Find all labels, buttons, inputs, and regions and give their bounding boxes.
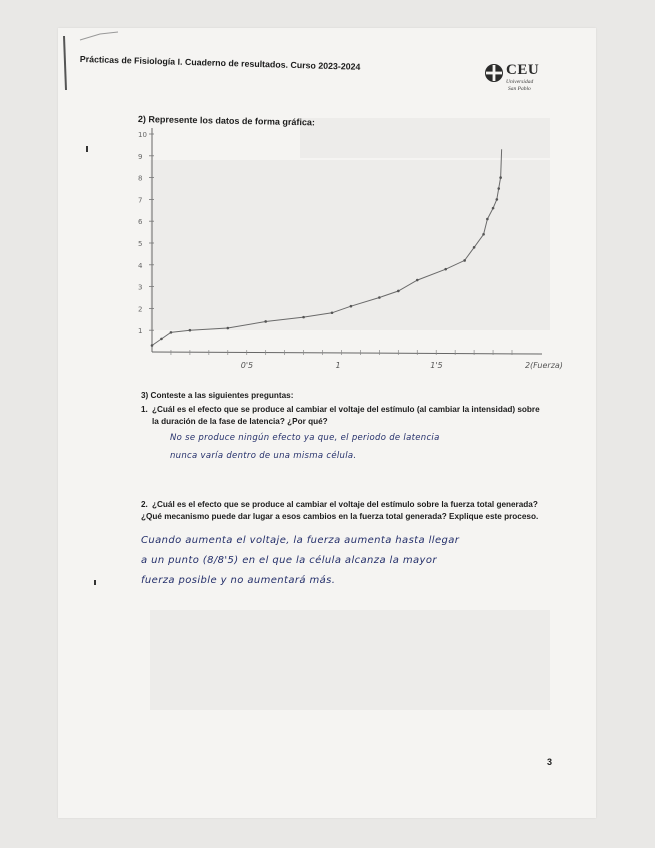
data-point	[160, 338, 163, 341]
page-header-title: Prácticas de Fisiología I. Cuaderno de resultados. Curso 2023-2024	[79, 54, 361, 72]
y-tick-label: 2	[138, 305, 143, 314]
page-number: 3	[547, 757, 553, 767]
y-tick-label: 9	[138, 152, 143, 161]
x-tick-label: 1'5	[430, 361, 443, 370]
question-2-line-2: ¿Qué mecanismo puede dar lugar a esos cambios en la fuerza total generada? Explique este proceso.	[141, 512, 539, 521]
y-tick-label: 1	[138, 327, 143, 336]
question-1-number: 1.	[141, 405, 148, 414]
data-point	[496, 198, 499, 201]
data-point	[331, 311, 334, 314]
data-point	[264, 320, 267, 323]
question-1-line-1: ¿Cuál es el efecto que se produce al cambiar el voltaje del estímulo (al cambiar la intensidad) sobre	[152, 405, 540, 414]
data-point	[170, 331, 173, 334]
x-axis	[152, 352, 542, 354]
data-point	[416, 279, 419, 282]
y-tick-label: 10	[138, 131, 147, 139]
y-tick-label: 7	[138, 196, 143, 205]
data-point	[378, 296, 381, 299]
answer-2-line-1: Cuando aumenta el voltaje, la fuerza aumenta hasta llegar	[141, 535, 460, 546]
data-point	[482, 233, 485, 236]
y-tick-label: 5	[138, 240, 143, 248]
data-point	[226, 327, 229, 330]
logo-text: CEU	[506, 62, 540, 78]
data-point	[463, 259, 466, 262]
section-2-heading: 2) Represente los datos de forma gráfica:	[137, 114, 316, 128]
x-tick-label: 2(Fuerza)	[524, 361, 563, 370]
section-3-heading: 3) Conteste a las siguientes preguntas:	[141, 391, 294, 400]
data-point	[151, 344, 154, 347]
series-line-tail	[501, 149, 502, 177]
answer-1-line-1: No se produce ningún efecto ya que, el periodo de latencia	[170, 433, 440, 443]
y-tick-label: 8	[138, 174, 143, 183]
ceu-cross-logo-icon	[484, 63, 504, 83]
margin-mark	[94, 580, 96, 585]
logo-subtitle-2: San Pablo	[508, 86, 531, 92]
x-tick-label: 1	[335, 361, 341, 370]
margin-mark	[86, 146, 88, 152]
question-1-line-2: la duración de la fase de latencia? ¿Por qué?	[152, 417, 328, 426]
data-point	[397, 290, 400, 293]
hand-drawn-chart	[120, 120, 590, 380]
y-tick-label: 4	[138, 261, 143, 270]
y-tick-label: 3	[138, 283, 143, 292]
answer-2-line-2: a un punto (8/8'5) en el que la célula alcanza la mayor	[141, 555, 437, 566]
data-point	[473, 246, 476, 249]
x-tick-label: 0'5	[240, 361, 254, 370]
y-tick-label: 6	[138, 218, 143, 227]
data-point	[350, 305, 353, 308]
data-point	[444, 268, 447, 271]
data-point	[492, 207, 495, 210]
logo-subtitle-1: Universidad	[506, 79, 534, 85]
answer-2-line-3: fuerza posible y no aumentará más.	[141, 575, 336, 586]
data-point	[302, 316, 305, 319]
data-point	[486, 218, 489, 221]
data-point	[189, 329, 192, 332]
answer-1-line-2: nunca varía dentro de una misma célula.	[170, 451, 357, 461]
data-point	[499, 176, 502, 179]
bleed-through-text	[150, 610, 550, 710]
series-line	[152, 178, 501, 346]
question-2-line-1: ¿Cuál es el efecto que se produce al cambiar el voltaje del estímulo sobre la fuerza total generada?	[152, 500, 538, 509]
question-2-number: 2.	[141, 500, 148, 509]
data-point	[497, 187, 500, 190]
